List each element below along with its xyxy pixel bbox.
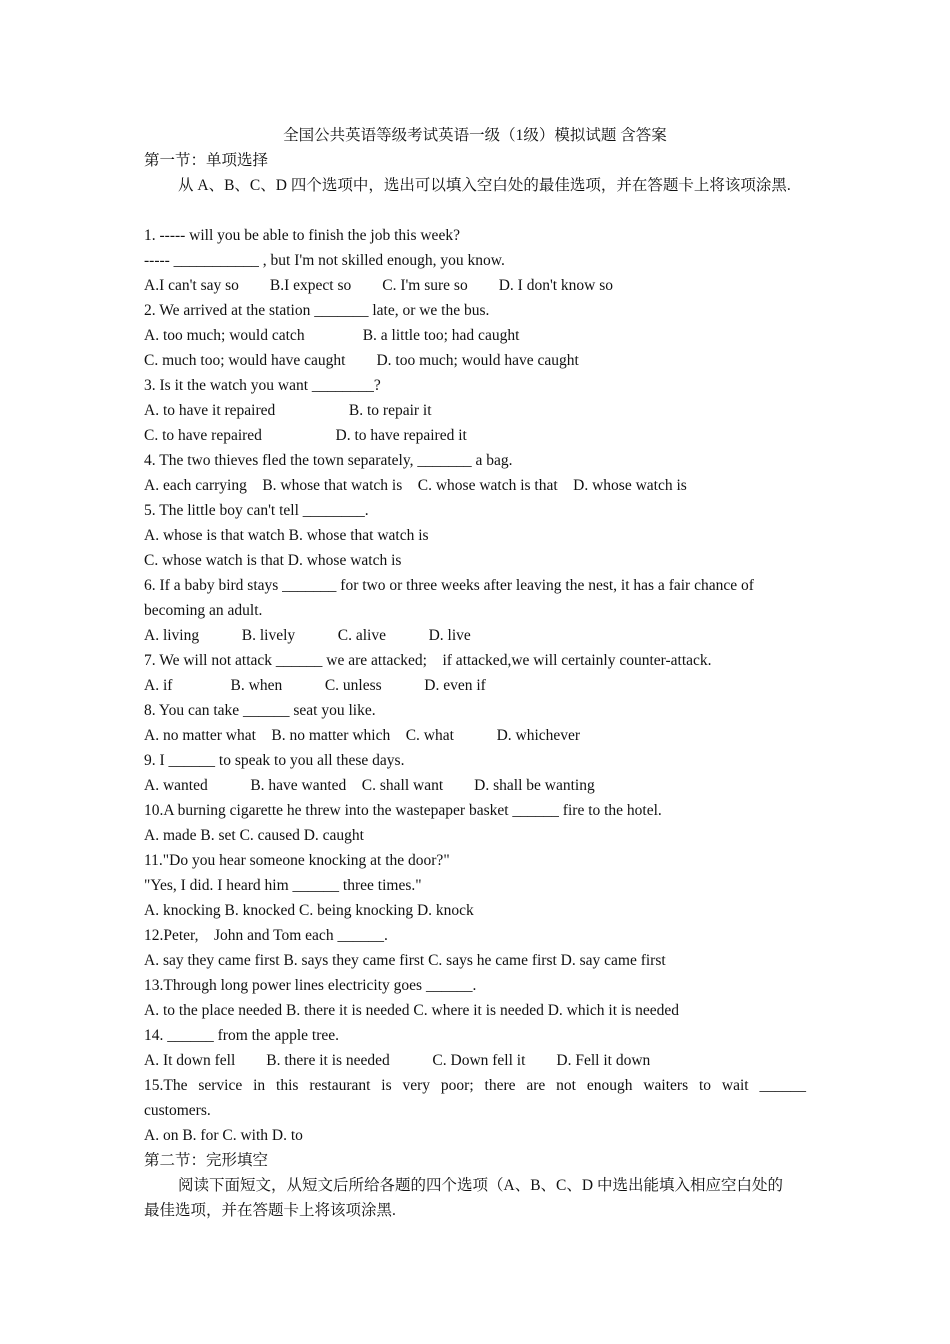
options: A. knocking B. knocked C. being knocking D. knock <box>144 902 474 919</box>
document-title: 全国公共英语等级考试英语一级（1级）模拟试题 含答案 <box>283 127 667 144</box>
question: 8. You can take ______ seat you like. <box>144 702 376 719</box>
question: 10.A burning cigarette he threw into the wastepaper basket ______ fire to the hotel. <box>144 802 662 819</box>
question: 2. We arrived at the station _______ late, or we the bus. <box>144 302 490 319</box>
question-line: "Yes, I did. I heard him ______ three times." <box>144 877 422 894</box>
question: 3. Is it the watch you want ________? <box>144 377 381 394</box>
options: A. too much; would catch B. a little too; had caught <box>144 327 520 344</box>
question-line: customers. <box>144 1102 211 1119</box>
options: A. no matter what B. no matter which C. what D. whichever <box>144 727 581 744</box>
instructions: 从 A、B、C、D 四个选项中，选出可以填入空白处的最佳选项，并在答题卡上将该项涂黑. <box>178 177 791 194</box>
options: A. living B. lively C. alive D. live <box>144 627 471 644</box>
options: C. much too; would have caught D. too much; would have caught <box>144 352 579 369</box>
options: A. wanted B. have wanted C. shall want D. shall be wanting <box>144 777 595 794</box>
section-heading: 第二节：完形填空 <box>144 1152 269 1169</box>
options: A. on B. for C. with D. to <box>144 1127 303 1144</box>
question: 7. We will not attack ______ we are attacked; if attacked,we will certainly counter-attack. <box>144 652 712 669</box>
options: A. say they came first B. says they came first C. says he came first D. say came first <box>144 952 666 969</box>
question: 4. The two thieves fled the town separately, _______ a bag. <box>144 452 513 469</box>
question-line: becoming an adult. <box>144 602 263 619</box>
options: C. to have repaired D. to have repaired it <box>144 427 467 444</box>
options: A. It down fell B. there it is needed C. Down fell it D. Fell it down <box>144 1052 651 1069</box>
question: 13.Through long power lines electricity goes ______. <box>144 977 477 994</box>
question: 12.Peter, John and Tom each ______. <box>144 927 388 944</box>
instructions: 阅读下面短文，从短文后所给各题的四个选项（A、B、C、D 中选出能填入相应空白处的 <box>178 1177 783 1194</box>
question: 15.The service in this restaurant is very poor; there are not enough waiters to wait ______ <box>144 1077 806 1094</box>
options: A.I can't say so B.I expect so C. I'm sure so D. I don't know so <box>144 277 614 294</box>
options: C. whose watch is that D. whose watch is <box>144 552 402 569</box>
section-heading: 第一节：单项选择 <box>144 152 269 169</box>
options: A. each carrying B. whose that watch is C. whose watch is that D. whose watch is <box>144 477 687 494</box>
question: 14. ______ from the apple tree. <box>144 1027 339 1044</box>
question: 11."Do you hear someone knocking at the door?" <box>144 852 450 869</box>
question: 9. I ______ to speak to you all these days. <box>144 752 405 769</box>
options: A. to have it repaired B. to repair it <box>144 402 432 419</box>
options: A. made B. set C. caused D. caught <box>144 827 364 844</box>
question: 5. The little boy can't tell ________. <box>144 502 369 519</box>
question: 1. ----- will you be able to finish the job this week? <box>144 227 460 244</box>
question-line: ----- ___________ , but I'm not skilled enough, you know. <box>144 252 505 269</box>
instructions: 最佳选项，并在答题卡上将该项涂黑. <box>144 1202 396 1219</box>
question: 6. If a baby bird stays _______ for two or three weeks after leaving the nest, it has a fair chance of <box>144 577 754 594</box>
options: A. if B. when C. unless D. even if <box>144 677 486 694</box>
options: A. to the place needed B. there it is needed C. where it is needed D. which it is needed <box>144 1002 680 1019</box>
options: A. whose is that watch B. whose that watch is <box>144 527 429 544</box>
